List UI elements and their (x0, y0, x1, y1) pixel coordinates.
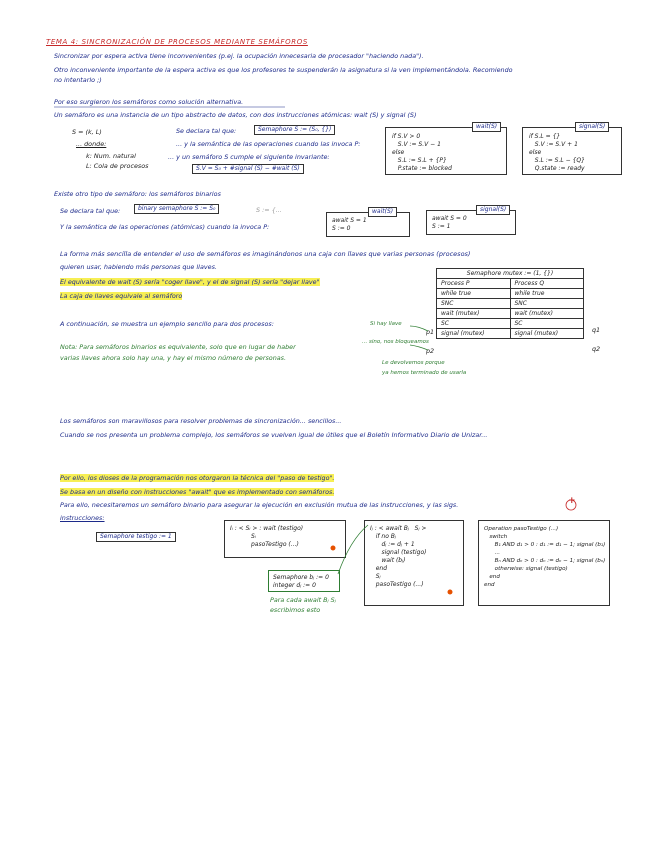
declare-box: Semaphore S := (S₀, {}) (254, 125, 335, 135)
signal-tag: signal(S) (575, 122, 609, 132)
label-q1: q1 (592, 326, 601, 334)
complex-line-1: Los semáforos son maravillosos para resolver problemas de sincronización... sencillos... (60, 417, 342, 425)
instruction-j-code: Iⱼ : < await Bⱼ Sⱼ > if no Bⱼ dⱼ := dⱼ + 1 signal (testigo) wait (bⱼ) end Sⱼ pasoTestigo (...) (370, 525, 427, 588)
green-note-line-2: escribimos esto (270, 606, 321, 614)
semaphore-b-code: Semaphore bⱼ := 0 integer dⱼ := 0 (273, 574, 329, 589)
signal-operation-code: if S.L = {} S.V := S.V + 1 else S.L := S.L − {Q} Q.state := ready (529, 133, 585, 172)
wait-operation-code: if S.V > 0 S.V := S.V − 1 else S.L := S.L + {P} P.state := blocked (392, 133, 452, 172)
example-intro: A continuación, se muestra un ejemplo sencillo para dos procesos: (60, 320, 274, 328)
table-cell: SC (510, 319, 584, 329)
note-line-2: varias llaves ahora solo hay una, y hay el mismo número de personas. (60, 354, 287, 362)
table-cell: signal (mutex) (437, 329, 511, 339)
intro-line-1: Sincronizar por espera activa tiene inconvenientes (p.ej. la ocupación innecesaria de procesador "haciendo nada"). (54, 52, 424, 60)
wait-tag: wait(S) (472, 122, 501, 132)
baton-line-4: instrucciones: (60, 514, 105, 522)
process-p-header: Process P (437, 279, 511, 289)
page-title: TEMA 4: SINCRONIZACIÓN DE PROCESOS MEDIANTE SEMÁFOROS (46, 38, 308, 46)
semantic-label: ... y la semántica de las operaciones cuando las invoca P: (176, 140, 361, 148)
red-mark-icon (448, 590, 453, 595)
process-q-header: Process Q (510, 279, 584, 289)
label-p2: p2 (426, 347, 435, 355)
binary-wait-tag: wait(S) (368, 207, 397, 217)
plus-circle-icon (566, 500, 576, 510)
baton-line-2: Se basa en un diseño con instrucciones "await" que es implementado con semáforos. (60, 488, 335, 496)
analogy-line-4: La caja de llaves equivale al semáforo (60, 292, 183, 300)
declare-label: Se declara tal que: (176, 127, 237, 135)
table-cell: SNC (510, 299, 584, 309)
label-p1: p1 (426, 328, 435, 336)
side-note-line-2: ... sino, nos bloqueamos (362, 339, 429, 345)
binary-declare-box: binary semaphore S := S₀ (134, 204, 219, 214)
table-cell: signal (mutex) (510, 329, 584, 339)
process-table-header: Semaphore mutex := (1, {}) (437, 269, 584, 279)
instruction-i-code: Iᵢ : < Sᵢ > : wait (testigo) Sᵢ pasoTestigo (...) (230, 525, 304, 548)
note-line-1: Nota: Para semáforos binarios es equivalente, solo que en lugar de haber (60, 343, 296, 351)
table-cell: while true (437, 289, 511, 299)
analogy-line-1: La forma más sencilla de entender el uso de semáforos es imaginándonos una caja con llaves que varias personas (procesos) (60, 250, 471, 258)
semaphore-definition: Un semáforo es una instancia de un tipo abstracto de datos, con dos instrucciones atómicas: wait (S) y signal (S) (54, 111, 417, 119)
binary-semantic-label: Y la semántica de las operaciones (atómicas) cuando la invoca P: (60, 223, 270, 231)
label-q2: q2 (592, 345, 601, 353)
bottom-note-line-1: Le devolvemos porque (382, 360, 445, 366)
green-note-line-1: Para cada await Bⱼ Sⱼ (270, 596, 336, 604)
side-note-line-1: Si hay llave (370, 321, 402, 327)
binary-signal-code: await S = 0 S := 1 (432, 215, 467, 230)
baton-line-1: Por ello, los dioses de la programación nos otorgaron la técnica del "paso de testigo". (60, 474, 335, 482)
binary-declare-label: Se declara tal que: (60, 207, 121, 215)
binary-signal-tag: signal(S) (476, 205, 510, 215)
arrow-semaphore (338, 525, 368, 574)
binary-declare-faint: S := {... (256, 206, 282, 214)
table-cell: SNC (437, 299, 511, 309)
table-cell: SC (437, 319, 511, 329)
bottom-note-line-2: ya hemos terminado de usarla (382, 370, 467, 376)
binary-wait-code: await S = 1 S := 0 (332, 217, 367, 232)
analogy-line-3: El equivalente de wait (S) sería "coger llave", y el de signal (S) sería "dejar llave" (60, 278, 320, 286)
plus-mark: + (568, 496, 576, 506)
invariant-box: S.V = S₀ + #signal (S) − #wait (S) (192, 164, 304, 174)
table-cell: wait (mutex) (510, 309, 584, 319)
struct-line-1: S = (k, L) (72, 128, 102, 136)
binary-semaphores-intro: Existe otro tipo de semáforo: los semáforos binarios (54, 190, 221, 198)
analogy-line-2: quieren usar, habiendo más personas que llaves. (60, 263, 217, 271)
testigo-box: Semaphore testigo := 1 (96, 532, 176, 542)
arrow-p1 (410, 326, 428, 331)
struct-line-4: L: Cola de procesos (86, 162, 149, 170)
arrow-p2 (410, 345, 428, 350)
invariant-label: ... y un semáforo S cumple el siguiente invariante: (168, 153, 330, 161)
baton-line-3: Para ello, necesitaremos un semáforo binario para asegurar la ejecución en exclusión mutua de las instrucciones, y las sigs. (60, 501, 459, 509)
operation-code: Operation pasoTestigo (...) switch B₁ AND d₁ > 0 : d₁ := d₁ − 1; signal (b₁) ... Bₙ AND dₙ > 0 : dₙ := dₙ − 1; signal (bₙ) otherwise: signal (testigo) end end (484, 526, 606, 588)
intro-line-3: no intentarlo ;) (54, 76, 102, 84)
table-cell: while true (510, 289, 584, 299)
semaphores-intro: Por eso surgieron los semáforos como solución alternativa. (54, 98, 244, 106)
red-mark-icon (331, 546, 336, 551)
table-cell: wait (mutex) (437, 309, 511, 319)
intro-line-2: Otro inconveniente importante de la espera activa es que los profesores te suspenderán la asignatura si la ven implementándola. Recomiendo (54, 66, 513, 74)
complex-line-2: Cuando se nos presenta un problema complejo, los semáforos se vuelven igual de útiles que el Boletín Informativo Diario de Unizar... (60, 431, 488, 439)
struct-line-2: ... donde: (76, 140, 107, 148)
struct-line-3: k: Num. natural (86, 152, 136, 160)
